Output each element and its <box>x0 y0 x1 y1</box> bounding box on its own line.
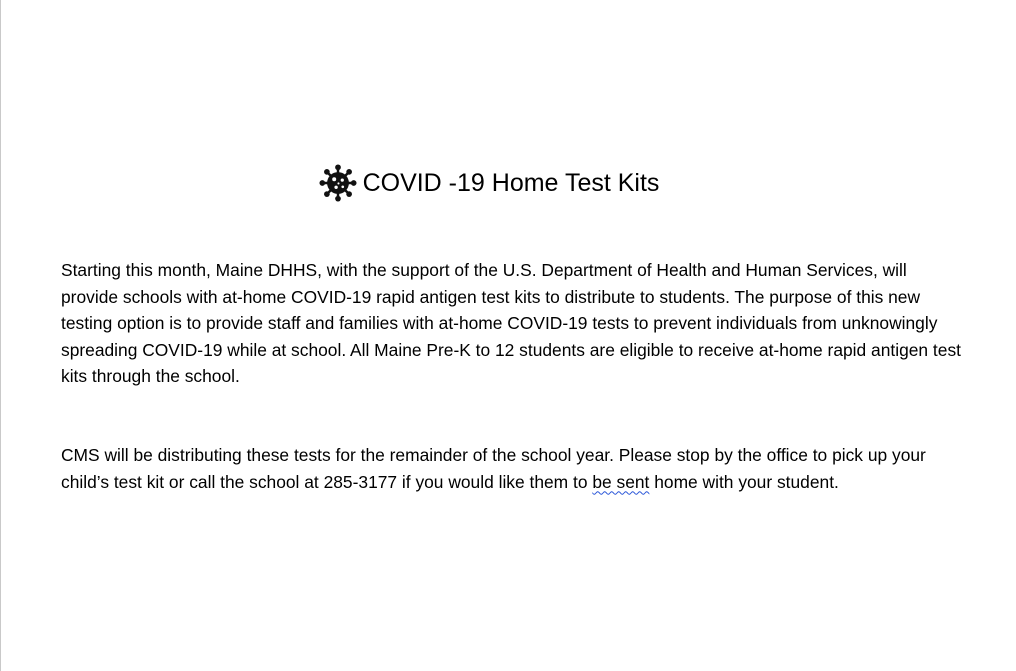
document-title-row <box>0 164 978 202</box>
coronavirus-icon <box>319 164 357 202</box>
paragraph-distribution-text-end: home with your student. <box>649 471 839 492</box>
page-left-edge <box>0 0 1 671</box>
paragraph-distribution-text: CMS will be distributing these tests for the remainder of the school year. Please stop by the office to pick up your child’s test kit or call the school at 285-3177 if you would like them to <box>61 445 926 492</box>
paragraph-test-kits-intro: Starting this month, Maine DHHS, with the support of the U.S. Department of Health and Human Services, will provide schools with at-home COVID-19 rapid antigen test kits to distribute to students. The purpose of this new testing option is to provide staff and families with at-home COVID-19 tests to prevent individuals from unknowingly spreading COVID-19 while at school. All Maine Pre-K to 12 students are eligible to receive at-home rapid antigen test kits through the school. <box>61 260 961 386</box>
grammar-flagged-text[interactable]: be sent <box>592 471 650 492</box>
paragraph-distribution-info <box>61 442 961 495</box>
document-title: COVID -19 Home Test Kits <box>362 169 660 197</box>
